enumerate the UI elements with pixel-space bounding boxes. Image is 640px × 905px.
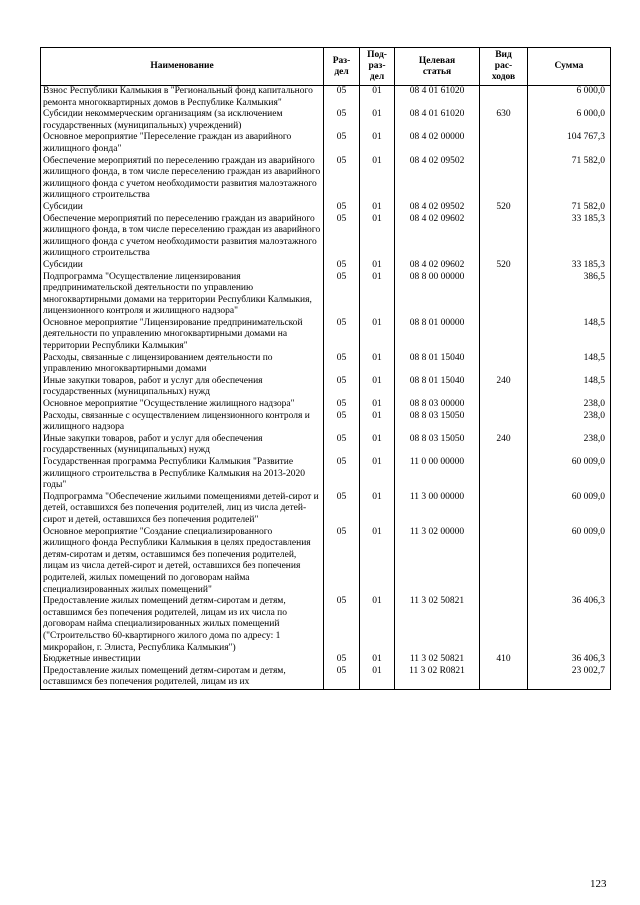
cell-subsection: 01: [360, 202, 395, 214]
cell-article: 08 8 00 00000: [395, 272, 480, 318]
cell-name: Подпрограмма "Обеспечение жильими помещениями детей-сирот и детей, оставшихся без попечения родителей, лиц из числа детей-сирот и детей, оставшихся без попечения родителей": [41, 492, 324, 527]
cell-exptype: 520: [480, 202, 528, 214]
table-row: [41, 596, 611, 654]
cell-exptype: 240: [480, 376, 528, 399]
cell-name: Предоставление жилых помещений детям-сиротам и детям, оставшимся без попечения родителей, лицам из их числа по договорам найма специализированных жилых помещений ("Строительство 60-квартирного жилого дома по адресу: 1 микрорайон, г. Элиста, Республика Калмыкия"): [41, 596, 324, 654]
cell-exptype: [480, 492, 528, 527]
table-row: [41, 353, 611, 376]
table-row: [41, 318, 611, 353]
cell-sum: 33 185,3: [528, 214, 611, 260]
cell-subsection: 01: [360, 376, 395, 399]
table-row: [41, 376, 611, 399]
table-row: [41, 434, 611, 457]
cell-name: Основное мероприятие "Лицензирование предпринимательской деятельности по управлению многоквартирными домами на территории Республики Калмыкия": [41, 318, 324, 353]
cell-name: Субсидии: [41, 260, 324, 272]
cell-sum: 60 009,0: [528, 457, 611, 492]
table-row: [41, 214, 611, 260]
header-article: Целевая статья: [395, 48, 480, 86]
cell-exptype: [480, 318, 528, 353]
cell-section: 05: [324, 527, 360, 597]
cell-subsection: 01: [360, 272, 395, 318]
cell-sum: 238,0: [528, 434, 611, 457]
cell-name: Государственная программа Республики Калмыкия "Развитие жилищного строительства в Республике Калмыкия на 2013-2020 годы": [41, 457, 324, 492]
cell-article: 08 4 02 09602: [395, 214, 480, 260]
cell-section: 05: [324, 132, 360, 155]
cell-section: 05: [324, 214, 360, 260]
cell-name: Субсидии: [41, 202, 324, 214]
cell-sum: 148,5: [528, 318, 611, 353]
table-row: [41, 156, 611, 202]
table-row: [41, 411, 611, 434]
table-row: [41, 109, 611, 132]
cell-subsection: 01: [360, 109, 395, 132]
cell-article: 08 4 02 09502: [395, 156, 480, 202]
cell-subsection: 01: [360, 457, 395, 492]
cell-section: 05: [324, 86, 360, 110]
cell-article: 08 8 01 15040: [395, 376, 480, 399]
cell-subsection: 01: [360, 411, 395, 434]
cell-sum: 23 002,7: [528, 666, 611, 690]
cell-sum: 104 767,3: [528, 132, 611, 155]
cell-sum: 148,5: [528, 353, 611, 376]
cell-name: Иные закупки товаров, работ и услуг для обеспечения государственных (муниципальных) нужд: [41, 376, 324, 399]
table-row: [41, 272, 611, 318]
cell-section: 05: [324, 434, 360, 457]
cell-sum: 71 582,0: [528, 156, 611, 202]
cell-exptype: 630: [480, 109, 528, 132]
cell-name: Основное мероприятие "Переселение граждан из аварийного жилищного фонда": [41, 132, 324, 155]
cell-subsection: 01: [360, 260, 395, 272]
cell-section: 05: [324, 202, 360, 214]
table-row: [41, 666, 611, 690]
cell-subsection: 01: [360, 654, 395, 666]
cell-sum: 60 009,0: [528, 492, 611, 527]
cell-section: 05: [324, 596, 360, 654]
cell-section: 05: [324, 654, 360, 666]
cell-sum: 60 009,0: [528, 527, 611, 597]
table-row: [41, 260, 611, 272]
cell-article: 08 8 03 15050: [395, 411, 480, 434]
cell-sum: 6 000,0: [528, 86, 611, 110]
header-subsection: Под- раз- дел: [360, 48, 395, 86]
cell-article: 11 3 00 00000: [395, 492, 480, 527]
cell-name: Расходы, связанные с лицензированием деятельности по управлению многоквартирными домами: [41, 353, 324, 376]
cell-sum: 238,0: [528, 399, 611, 411]
cell-name: Субсидии некоммерческим организациям (за исключением государственных (муниципальных) учреждений): [41, 109, 324, 132]
cell-subsection: 01: [360, 666, 395, 690]
table-row: [41, 132, 611, 155]
table-row: [41, 492, 611, 527]
cell-section: 05: [324, 399, 360, 411]
budget-table: [40, 47, 611, 690]
cell-exptype: [480, 156, 528, 202]
cell-article: 11 3 02 R0821: [395, 666, 480, 690]
cell-exptype: [480, 353, 528, 376]
page-number: 123: [590, 878, 607, 890]
table-row: [41, 527, 611, 597]
cell-exptype: [480, 132, 528, 155]
cell-section: 05: [324, 272, 360, 318]
cell-exptype: [480, 399, 528, 411]
cell-exptype: 410: [480, 654, 528, 666]
cell-subsection: 01: [360, 132, 395, 155]
table-body: [41, 86, 611, 690]
cell-name: Бюджетные инвестиции: [41, 654, 324, 666]
cell-article: 08 8 01 15040: [395, 353, 480, 376]
cell-article: 11 3 02 50821: [395, 654, 480, 666]
cell-article: 11 3 02 50821: [395, 596, 480, 654]
cell-subsection: 01: [360, 86, 395, 110]
cell-subsection: 01: [360, 596, 395, 654]
cell-exptype: 240: [480, 434, 528, 457]
document-page: [40, 47, 610, 690]
table-row: [41, 654, 611, 666]
cell-section: 05: [324, 353, 360, 376]
table-row: [41, 457, 611, 492]
cell-article: 08 8 03 15050: [395, 434, 480, 457]
table-row: [41, 86, 611, 110]
cell-sum: 71 582,0: [528, 202, 611, 214]
cell-name: Расходы, связанные с осуществлением лицензионного контроля и жилищного надзора: [41, 411, 324, 434]
cell-exptype: [480, 596, 528, 654]
cell-name: Предоставление жилых помещений детям-сиротам и детям, оставшимся без попечения родителей, лицам из их: [41, 666, 324, 690]
cell-exptype: [480, 527, 528, 597]
cell-name: Обеспечение мероприятий по переселению граждан из аварийного жилищного фонда, в том числе переселению граждан из аварийного жилищного фонда с учетом необходимости развития малоэтажного жилищного строительства: [41, 156, 324, 202]
table-row: [41, 202, 611, 214]
cell-subsection: 01: [360, 353, 395, 376]
cell-article: 11 3 02 00000: [395, 527, 480, 597]
cell-sum: 386,5: [528, 272, 611, 318]
cell-name: Взнос Республики Калмыкия в "Региональный фонд капитального ремонта многоквартирных домов в Республике Калмыкия": [41, 86, 324, 110]
cell-sum: 33 185,3: [528, 260, 611, 272]
cell-article: 08 4 01 61020: [395, 109, 480, 132]
cell-sum: 148,5: [528, 376, 611, 399]
cell-name: Основное мероприятие "Создание специализированного жилищного фонда Республики Калмыкия в целях предоставления детям-сиротам и детям, оставшимся без попечения родителей, лицам из числа детей-сирот и детей, оставшихся без попечения родителей, жилых помещений по договорам найма специализированных жилых помещений": [41, 527, 324, 597]
cell-sum: 36 406,3: [528, 596, 611, 654]
cell-section: 05: [324, 318, 360, 353]
cell-article: 08 4 01 61020: [395, 86, 480, 110]
table-header: [41, 48, 611, 86]
table-row: [41, 399, 611, 411]
cell-article: 08 8 03 00000: [395, 399, 480, 411]
cell-subsection: 01: [360, 318, 395, 353]
cell-subsection: 01: [360, 156, 395, 202]
cell-section: 05: [324, 666, 360, 690]
cell-sum: 36 406,3: [528, 654, 611, 666]
cell-subsection: 01: [360, 492, 395, 527]
cell-subsection: 01: [360, 434, 395, 457]
cell-article: 08 4 02 09502: [395, 202, 480, 214]
header-sum: Сумма: [528, 48, 611, 86]
cell-section: 05: [324, 457, 360, 492]
cell-exptype: [480, 86, 528, 110]
cell-article: 08 4 02 09602: [395, 260, 480, 272]
cell-section: 05: [324, 376, 360, 399]
cell-exptype: [480, 272, 528, 318]
cell-name: Подпрограмма "Осуществление лицензирования предпринимательской деятельности по управлению многоквартирными домами на территории Республики Калмыкия, лицензионного контроля и жилищного надзора": [41, 272, 324, 318]
cell-exptype: [480, 214, 528, 260]
cell-sum: 238,0: [528, 411, 611, 434]
cell-exptype: [480, 457, 528, 492]
cell-subsection: 01: [360, 527, 395, 597]
header-name: Наименование: [41, 48, 324, 86]
cell-name: Основное мероприятие "Осуществление жилищного надзора": [41, 399, 324, 411]
cell-subsection: 01: [360, 214, 395, 260]
cell-section: 05: [324, 492, 360, 527]
cell-exptype: 520: [480, 260, 528, 272]
cell-section: 05: [324, 156, 360, 202]
cell-exptype: [480, 411, 528, 434]
cell-article: 11 0 00 00000: [395, 457, 480, 492]
cell-subsection: 01: [360, 399, 395, 411]
cell-name: Обеспечение мероприятий по переселению граждан из аварийного жилищного фонда, в том числе переселению граждан из аварийного жилищного фонда с учетом необходимости развития малоэтажного жилищного строительства: [41, 214, 324, 260]
header-exptype: Вид рас- ходов: [480, 48, 528, 86]
cell-section: 05: [324, 411, 360, 434]
cell-exptype: [480, 666, 528, 690]
cell-name: Иные закупки товаров, работ и услуг для обеспечения государственных (муниципальных) нужд: [41, 434, 324, 457]
cell-section: 05: [324, 260, 360, 272]
cell-sum: 6 000,0: [528, 109, 611, 132]
cell-article: 08 4 02 00000: [395, 132, 480, 155]
cell-article: 08 8 01 00000: [395, 318, 480, 353]
header-section: Раз- дел: [324, 48, 360, 86]
cell-section: 05: [324, 109, 360, 132]
